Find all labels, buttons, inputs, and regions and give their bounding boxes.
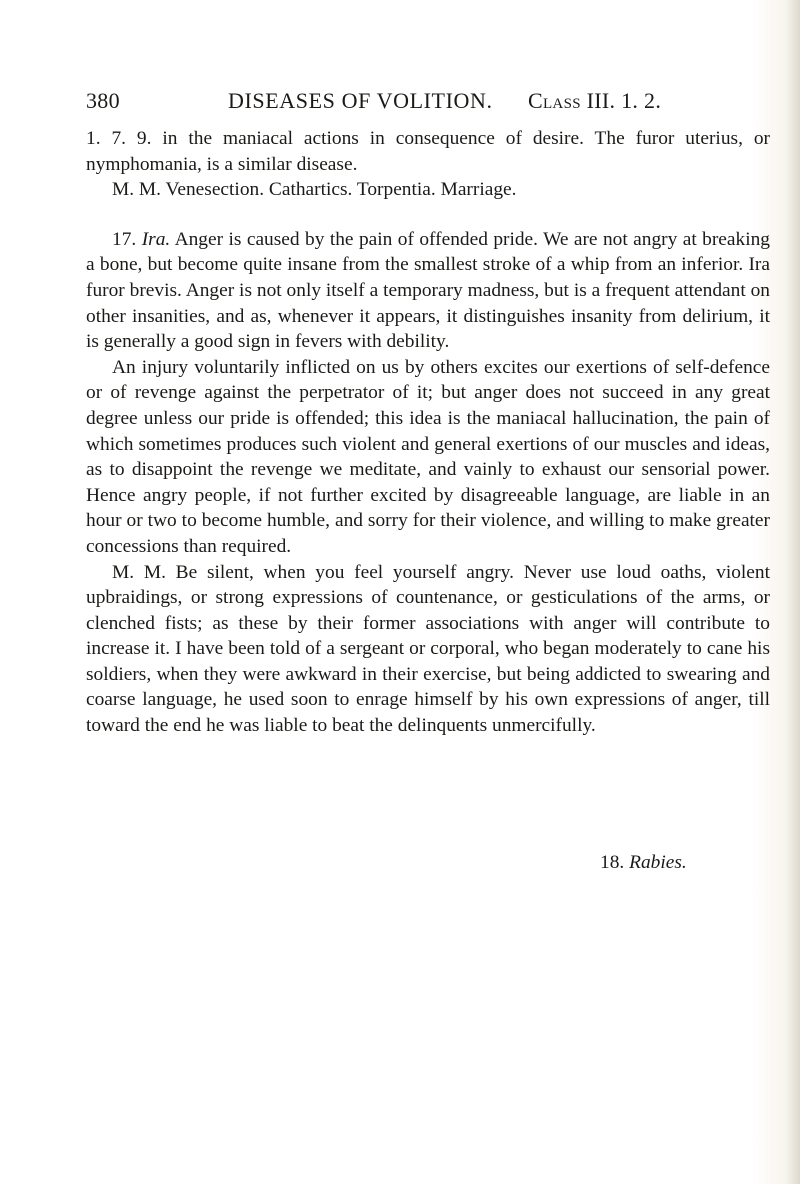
paragraph-method-anger: M. M. Be silent, when you feel yourself angry. Never use loud oaths, violent upbraidings, or strong expressions of countenance, or gesticulations of the arms, or clenched fists; as these by their former associations with anger will contribute to increase it. I have been told of a sergeant or corporal, who began moderately to cane his soldiers, when they were awkward in their exercise, but being addicted to swearing and coarse language, he used soon to enrage himself by his own expressions of anger, till toward the end he was liable to beat the delinquents unmercifully. <box>86 561 770 737</box>
running-head <box>86 88 770 116</box>
section-17-ira <box>86 227 770 355</box>
section-number: 17. <box>112 228 137 250</box>
chapter-title: DISEASES OF VOLITION. <box>228 88 493 113</box>
class-reference: Class III. 1. 2. <box>528 88 662 113</box>
paragraph-continued: 1. 7. 9. in the maniacal actions in consequence of desire. The furor uterius, or nymphomania, is a similar disease. <box>86 128 770 175</box>
page-edge-shadow <box>786 0 800 1184</box>
catchword <box>600 852 687 874</box>
section-title: Ira. <box>141 228 171 250</box>
catchword-text: Rabies. <box>629 852 687 873</box>
section-text: Anger is caused by the pain of offended pride. We are not angry at breaking a bone, but become quite insane from the smallest stroke of a whip from an inferior. Ira furor brevis. Anger is not only itself a temporary madness, but is a frequent attendant on other insanities, and as, whenever it appears, it distinguishes insanity from delirium, it is generally a good sign in fevers with debility. <box>86 228 770 353</box>
body-text <box>86 126 770 739</box>
page-number: 380 <box>86 88 120 113</box>
paragraph-method: M. M. Venesection. Cathartics. Torpentia. Marriage. <box>112 179 517 201</box>
catchword-number: 18. <box>600 852 625 873</box>
paragraph-injury: An injury voluntarily inflicted on us by others excites our exertions of self-defence or of revenge against the perpetrator of it; but anger does not succeed in any great degree unless our pride is offended; this idea is the maniacal hallucination, the pain of which sometimes produces such violent and general exertions of our muscles and ideas, as to disappoint the revenge we meditate, and vainly to exhaust our sensorial power. Hence angry people, if not further excited by disagreeable language, are liable in an hour or two to become humble, and sorry for their violence, and willing to make greater concessions than required. <box>86 356 770 557</box>
